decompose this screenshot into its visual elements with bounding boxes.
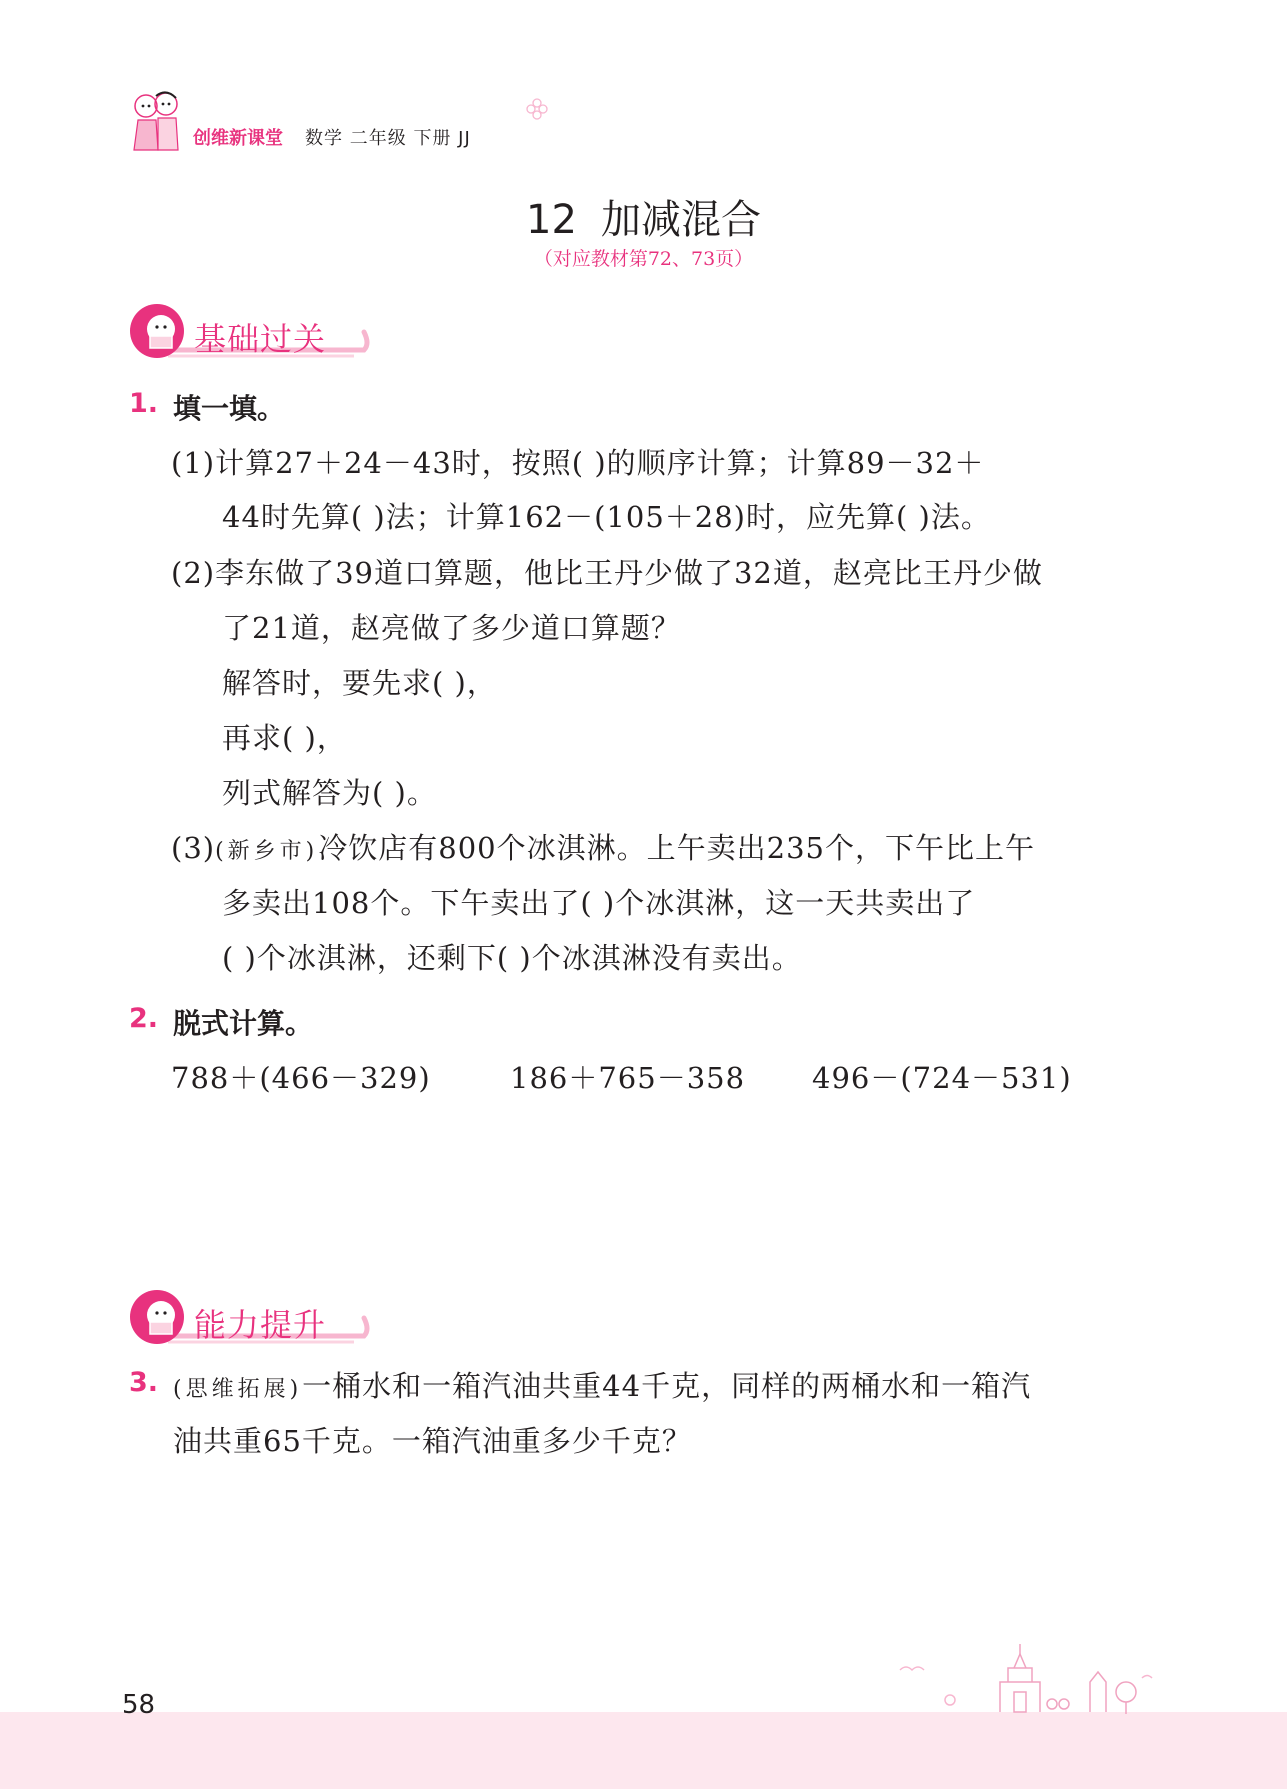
question-2-heading: 脱式计算。 <box>173 1007 314 1040</box>
q1-part3-source-note: (新乡市) <box>215 839 319 864</box>
brand-name: 创维新课堂 <box>193 128 283 149</box>
q2-expression-2: 186＋765－358 <box>510 1061 746 1095</box>
q1-part3-line1 <box>171 826 1035 867</box>
q1-part3-line3: ( )个冰淇淋，还剩下( )个冰淇淋没有卖出。 <box>222 941 802 975</box>
flower-icon <box>526 98 548 120</box>
q3-line1 <box>173 1364 1031 1405</box>
cartoon-kids-icon <box>128 88 184 158</box>
child-reading-icon <box>128 302 186 360</box>
section-banner-basic <box>128 300 370 364</box>
section-title-advanced: 能力提升 <box>194 1306 327 1344</box>
child-reading-icon <box>128 1288 186 1346</box>
q1-part2-line5: 列式解答为( )。 <box>222 776 437 810</box>
q1-part2-line1: (2)李东做了39道口算题，他比王丹少做了32道，赵亮比王丹少做 <box>171 556 1043 590</box>
footer-band <box>0 1712 1287 1789</box>
q1-part3-line2: 多卖出108个。下午卖出了( )个冰淇淋，这一天共卖出了 <box>222 886 976 920</box>
q1-part3-text: 冷饮店有800个冰淇淋。上午卖出235个，下午比上午 <box>318 831 1035 865</box>
lesson-name: 加减混合 <box>600 197 761 243</box>
section-title-basic: 基础过关 <box>194 320 327 358</box>
q2-expression-3: 496－(724－531) <box>812 1061 1072 1095</box>
question-2-number: 2. <box>129 1003 159 1034</box>
page-number: 58 <box>122 1690 156 1720</box>
q1-part2-line3: 解答时，要先求( )， <box>222 666 497 700</box>
lesson-title <box>0 188 1287 245</box>
question-1-heading: 填一填。 <box>173 392 286 425</box>
q1-part1-line1: (1)计算27＋24－43时，按照( )的顺序计算；计算89－32＋ <box>171 446 985 480</box>
section-banner-advanced <box>128 1286 370 1350</box>
question-3-number: 3. <box>129 1367 159 1398</box>
q3-line2: 油共重65千克。一箱汽油重多少千克？ <box>173 1424 692 1458</box>
q1-part2-line4: 再求( )， <box>222 721 347 755</box>
q1-part2-line2: 了21道，赵亮做了多少道口算题？ <box>222 611 681 645</box>
q1-part1-line2: 44时先算( )法；计算162－(105＋28)时，应先算( )法。 <box>222 500 991 534</box>
q2-expression-1: 788＋(466－329) <box>171 1061 431 1095</box>
textbook-reference: （对应教材第72、73页） <box>533 248 754 270</box>
book-subject: 数学 二年级 下册 JJ <box>305 128 471 149</box>
q3-note: (思维拓展) <box>173 1377 303 1402</box>
q1-part3-prefix: (3) <box>171 831 216 865</box>
lesson-number: 12 <box>526 197 577 243</box>
q3-text: 一桶水和一箱汽油共重44千克，同样的两桶水和一箱汽 <box>302 1369 1032 1403</box>
castle-scene-icon <box>880 1640 1180 1720</box>
question-1-number: 1. <box>129 388 159 419</box>
